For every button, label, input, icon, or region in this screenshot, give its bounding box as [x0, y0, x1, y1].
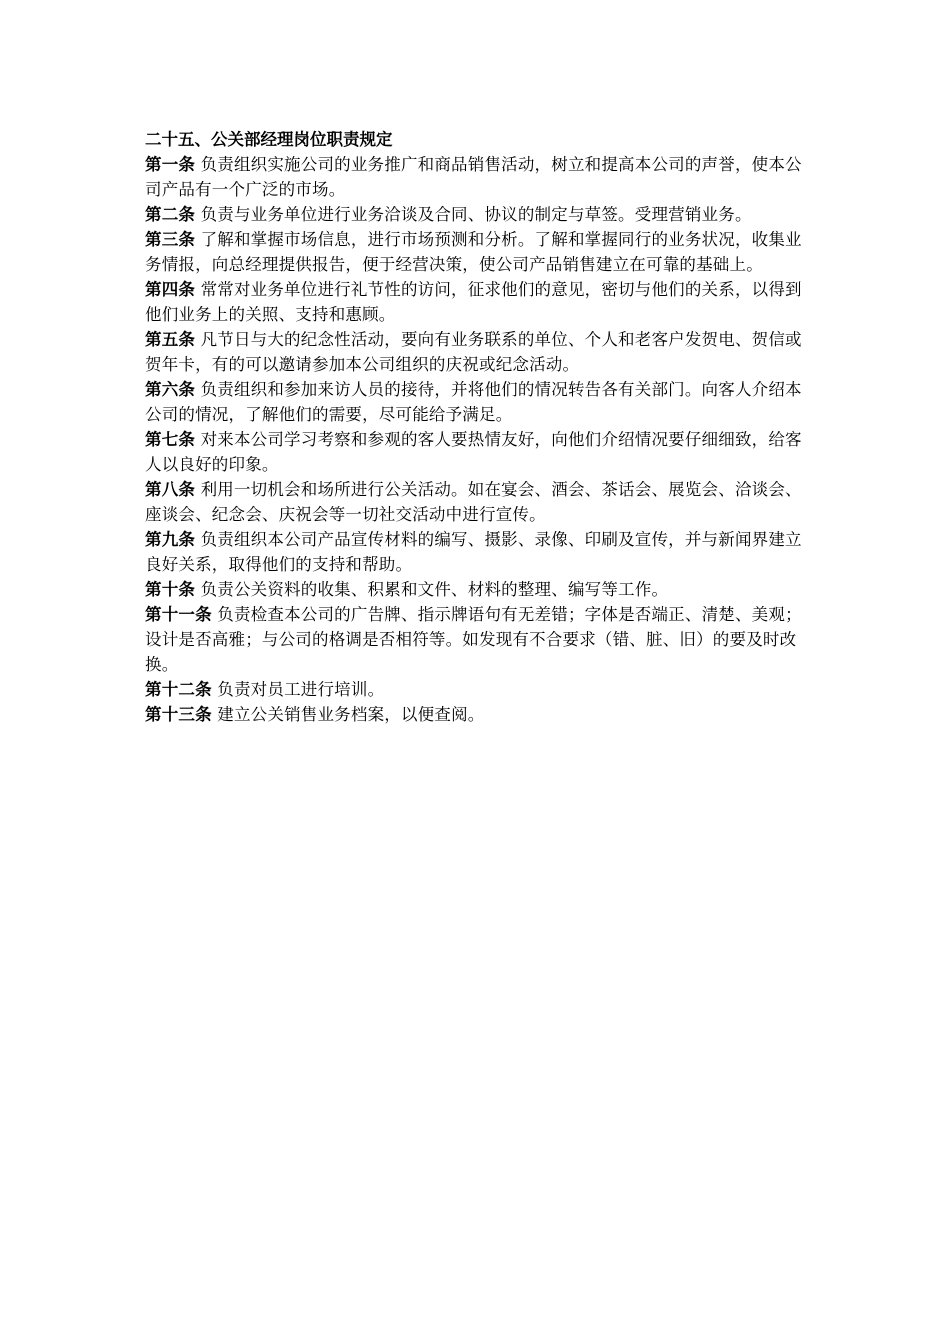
article-9: [145, 527, 817, 577]
article-1: [145, 152, 817, 202]
article-text: 负责组织实施公司的业务推广和商品销售活动，树立和提高本公司的声誉，使本公司产品有一个广泛的市场。: [145, 155, 802, 199]
article-7: [145, 427, 817, 477]
article-text: 常常对业务单位进行礼节性的访问，征求他们的意见，密切与他们的关系，以得到他们业务上的关照、支持和惠顾。: [145, 280, 802, 324]
article-label: 第五条: [145, 330, 196, 349]
article-label: 第十一条: [145, 605, 212, 624]
article-10: [145, 577, 817, 602]
article-text: 对来本公司学习考察和参观的客人要热情友好，向他们介绍情况要仔细细致，给客人以良好的印象。: [145, 430, 802, 474]
article-13: [145, 702, 817, 727]
article-label: 第四条: [145, 280, 196, 299]
article-label: 第三条: [145, 230, 196, 249]
article-11: [145, 602, 817, 677]
article-label: 第十三条: [145, 705, 212, 724]
document-title: 二十五、公关部经理岗位职责规定: [145, 130, 393, 149]
document-body: [145, 127, 817, 727]
article-12: [145, 677, 817, 702]
article-label: 第八条: [145, 480, 196, 499]
article-4: [145, 277, 817, 327]
article-label: 第十二条: [145, 680, 212, 699]
article-text: 了解和掌握市场信息，进行市场预测和分析。了解和掌握同行的业务状况，收集业务情报，向总经理提供报告，便于经营决策，使公司产品销售建立在可靠的基础上。: [145, 230, 802, 274]
article-text: 负责组织本公司产品宣传材料的编写、摄影、录像、印刷及宣传，并与新闻界建立良好关系，取得他们的支持和帮助。: [145, 530, 802, 574]
article-text: 负责组织和参加来访人员的接待，并将他们的情况转告各有关部门。向客人介绍本公司的情况，了解他们的需要，尽可能给予满足。: [145, 380, 802, 424]
article-label: 第十条: [145, 580, 196, 599]
article-text: 利用一切机会和场所进行公关活动。如在宴会、酒会、茶话会、展览会、洽谈会、座谈会、纪念会、庆祝会等一切社交活动中进行宣传。: [145, 480, 802, 524]
article-text: 负责对员工进行培训。: [217, 680, 385, 699]
article-label: 第一条: [145, 155, 196, 174]
article-text: 建立公关销售业务档案，以便查阅。: [217, 705, 485, 724]
article-2: [145, 202, 817, 227]
article-label: 第二条: [145, 205, 196, 224]
article-8: [145, 477, 817, 527]
article-text: 负责公关资料的收集、积累和文件、材料的整理、编写等工作。: [200, 580, 669, 599]
article-3: [145, 227, 817, 277]
article-text: 凡节日与大的纪念性活动，要向有业务联系的单位、个人和老客户发贺电、贺信或贺年卡，有的可以邀请参加本公司组织的庆祝或纪念活动。: [145, 330, 802, 374]
article-label: 第六条: [145, 380, 196, 399]
article-text: 负责与业务单位进行业务洽谈及合同、协议的制定与草签。受理营销业务。: [200, 205, 752, 224]
article-5: [145, 327, 817, 377]
article-6: [145, 377, 817, 427]
article-text: 负责检查本公司的广告牌、指示牌语句有无差错；字体是否端正、清楚、美观；设计是否高雅；与公司的格调是否相符等。如发现有不合要求（错、脏、旧）的要及时改换。: [145, 605, 802, 674]
article-label: 第七条: [145, 430, 196, 449]
article-label: 第九条: [145, 530, 196, 549]
